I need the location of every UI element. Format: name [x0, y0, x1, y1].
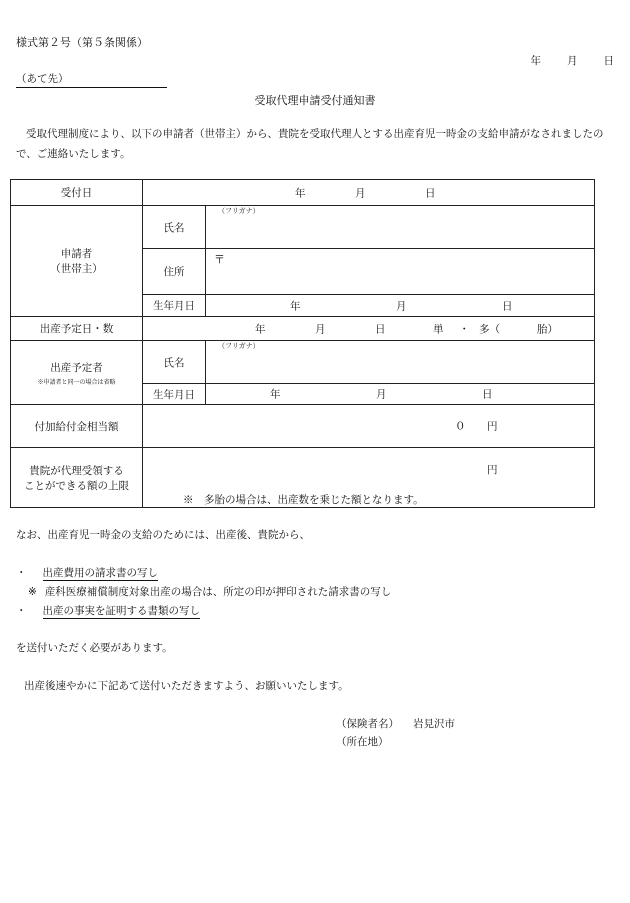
- issue-month: 月: [567, 55, 578, 67]
- applicant-label: 申請者 （世帯主）: [11, 206, 143, 317]
- multiple-birth-note: ※ 多胎の場合は、出産数を乗じた額となります。: [183, 494, 424, 506]
- lower-line-3: 出産後速やかに下記あて送付いただきますよう、お願いいたします。: [24, 680, 349, 692]
- postal-mark: 〒: [214, 253, 225, 266]
- required-item-1: ・ 出産費用の請求書の写し: [16, 567, 158, 579]
- document-title: 受取代理申請受付通知書: [254, 94, 376, 107]
- location-label: （所在地）: [336, 736, 389, 748]
- received-date-row: [11, 180, 595, 206]
- applicant-birth-label: 生年月日: [143, 295, 206, 317]
- limit-label: 貴院が代理受領する ことができる額の上限: [11, 448, 143, 508]
- location-line: [336, 734, 389, 749]
- mother-birth-value: 年 月 日: [206, 384, 595, 405]
- form-number: 様式第２号（第５条関係）: [16, 36, 148, 49]
- mother-label: 出産予定者 ※申請者と同一の場合は省略: [11, 341, 143, 405]
- mother-name-row: [11, 341, 595, 384]
- additional-payment-value: ０ 円: [143, 405, 595, 448]
- mother-name-label: 氏名: [143, 341, 206, 384]
- intro-paragraph: 受取代理制度により、以下の申請者（世帯主）から、貴院を受取代理人とする出産育児一時金の支給申請がなされましたので、ご連絡いたします。: [16, 128, 604, 160]
- applicant-address-field: [206, 249, 595, 295]
- issue-date: [531, 53, 615, 68]
- lower-line-2: を送付いただく必要があります。: [16, 642, 173, 654]
- required-item-note: ※ 産科医療補償制度対象出産の場合は、所定の印が押印された請求書の写し: [28, 586, 392, 598]
- mother-birth-label: 生年月日: [143, 384, 206, 405]
- applicant-address-label: 住所: [143, 249, 206, 295]
- limit-value: 円 ※ 多胎の場合は、出産数を乗じた額となります。: [143, 448, 595, 508]
- applicant-name-label: 氏名: [143, 206, 206, 249]
- applicant-birth-value: 年 月 日: [206, 295, 595, 317]
- issue-year: 年: [530, 55, 541, 67]
- received-date-label: 受付日: [11, 180, 143, 206]
- additional-payment-row: [11, 405, 595, 448]
- applicant-name-row: [11, 206, 595, 249]
- due-date-value: 年 月 日 単 ・ 多（ 胎）: [143, 317, 595, 341]
- limit-row: [11, 448, 595, 508]
- applicant-furigana: （フリガナ）: [218, 207, 260, 215]
- application-table: [10, 179, 595, 508]
- insurer-line: [336, 716, 455, 731]
- mother-furigana: （フリガナ）: [218, 342, 260, 350]
- insurer-label: （保険者名）: [336, 718, 399, 730]
- insurer-name: 岩見沢市: [413, 718, 455, 730]
- applicant-name-field: [206, 206, 595, 249]
- issue-day: 日: [603, 55, 614, 67]
- addressee-line: （あて先）: [16, 71, 167, 88]
- due-date-row: [11, 317, 595, 341]
- additional-payment-label: 付加給付金相当額: [11, 405, 143, 448]
- due-date-label: 出産予定日・数: [11, 317, 143, 341]
- mother-note: ※申請者と同一の場合は省略: [37, 378, 116, 386]
- required-item-2: ・ 出産の事実を証明する書類の写し: [16, 605, 200, 617]
- mother-name-field: [206, 341, 595, 384]
- lower-line-1: なお、出産育児一時金の支給のためには、出産後、貴院から、: [16, 529, 310, 541]
- received-date-value: 年 月 日: [143, 180, 595, 206]
